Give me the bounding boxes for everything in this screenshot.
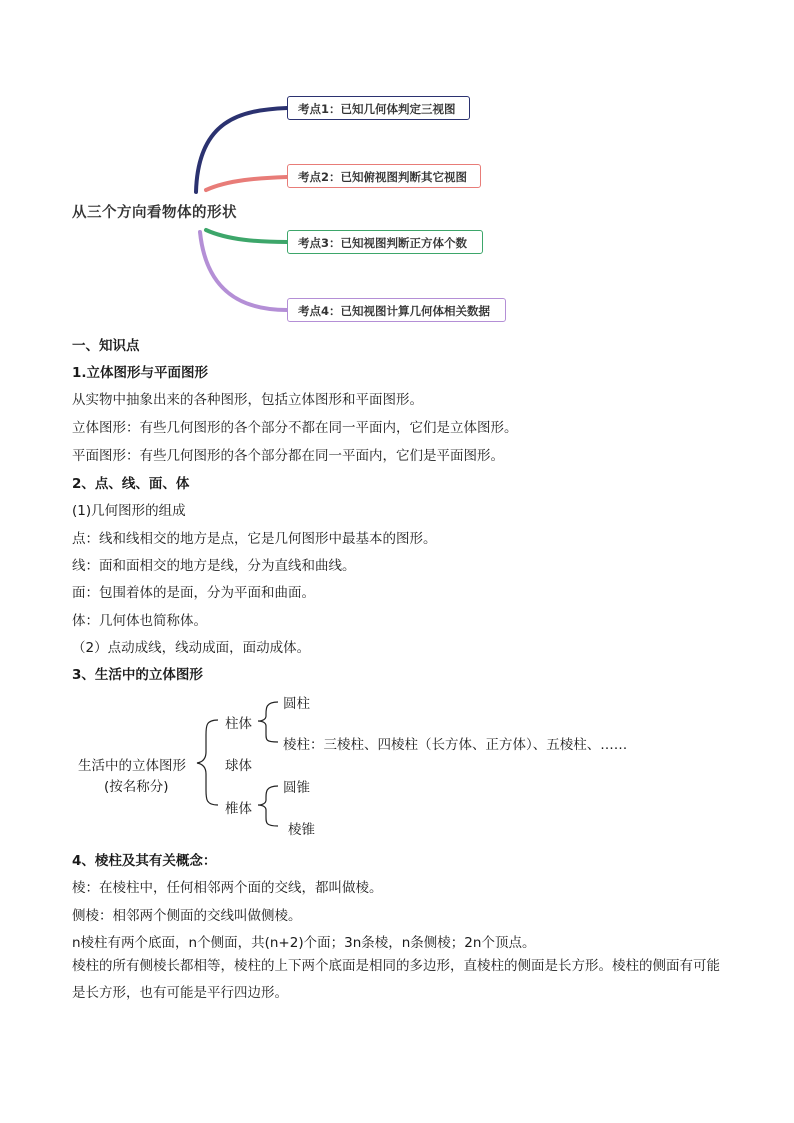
tree-qiuti: 球体	[225, 758, 252, 774]
section-4-p2: 侧棱：相邻两个侧面的交线叫做侧棱。	[72, 908, 302, 924]
section-2-p4: 面：包围着体的是面，分为平面和曲面。	[72, 585, 315, 601]
tree-lengzhui: 棱锥	[288, 822, 315, 838]
mindmap-node-3: 考点3：已知视图判断正方体个数	[287, 230, 483, 254]
section-4-title: 4、棱柱及其有关概念：	[72, 853, 217, 869]
section-2-p1: (1)几何图形的组成	[72, 503, 186, 519]
mindmap-node-2: 考点2：已知俯视图判断其它视图	[287, 164, 481, 188]
tree-zhuti: 柱体	[225, 716, 252, 732]
mindmap-node-1: 考点1：已知几何体判定三视图	[287, 96, 470, 120]
section-2-p5: 体：几何体也简称体。	[72, 613, 207, 629]
section-1-p2: 立体图形：有些几何图形的各个部分不都在同一平面内，它们是立体图形。	[72, 420, 518, 436]
section-4-p4: 棱柱的所有侧棱长都相等，棱柱的上下两个底面是相同的多边形，直棱柱的侧面是长方形。棱柱的侧面有可能是长方形，也有可能是平行四边形。	[72, 958, 720, 1001]
tree-root-line2: (按名称分)	[104, 779, 169, 795]
tree-root-line1: 生活中的立体图形	[78, 758, 186, 774]
tree-zhuiti: 椎体	[225, 801, 252, 817]
section-3-title: 3、生活中的立体图形	[72, 667, 203, 683]
section-2-p2: 点：线和线相交的地方是点，它是几何图形中最基本的图形。	[72, 531, 437, 547]
section-2-p3: 线：面和面相交的地方是线，分为直线和曲线。	[72, 558, 356, 574]
tree-yuanzhu: 圆柱	[283, 696, 310, 712]
heading-knowledge: 一、知识点	[72, 338, 140, 354]
section-4-p3: n棱柱有两个底面，n个侧面，共(n+2)个面；3n条棱，n条侧棱；2n个顶点。	[72, 935, 536, 951]
mindmap-node-4: 考点4：已知视图计算几何体相关数据	[287, 298, 506, 322]
section-4-p1: 棱：在棱柱中，任何相邻两个面的交线，都叫做棱。	[72, 880, 383, 896]
section-1-title: 1.立体图形与平面图形	[72, 365, 209, 381]
tree-yuanzhui: 圆锥	[283, 780, 310, 796]
section-2-p6: （2）点动成线，线动成面，面动成体。	[72, 640, 311, 656]
section-1-p1: 从实物中抽象出来的各种图形，包括立体图形和平面图形。	[72, 392, 423, 408]
tree-lengzhu: 棱柱：三棱柱、四棱柱（长方体、正方体）、五棱柱、……	[283, 737, 628, 753]
section-1-p3: 平面图形：有些几何图形的各个部分都在同一平面内，它们是平面图形。	[72, 448, 504, 464]
section-2-title: 2、点、线、面、体	[72, 476, 190, 492]
mindmap-root: 从三个方向看物体的形状	[72, 205, 237, 221]
